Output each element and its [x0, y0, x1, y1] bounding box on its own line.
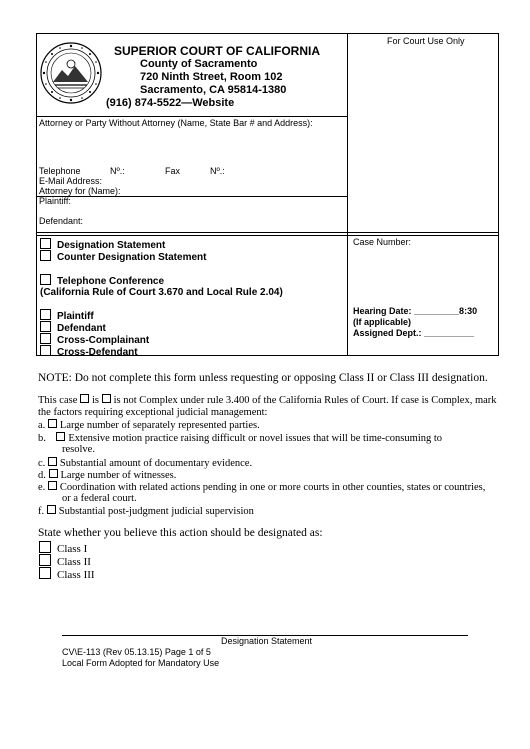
intro-is-not: is not Complex under rule 3.400 of the California Rules of Court. If case is Complex, mark	[113, 395, 497, 406]
class-option-3[interactable]	[39, 567, 95, 581]
attorney-label: Attorney or Party Without Attorney (Name, State Bar # and Address):	[39, 118, 313, 128]
class-label: Class I	[57, 543, 88, 555]
complex-is-checkbox[interactable]	[80, 394, 89, 403]
role-label-defendant: Defendant	[57, 323, 106, 334]
attorney-for-label: Attorney for (Name):	[39, 186, 121, 196]
cross-complainant-checkbox[interactable]	[40, 333, 51, 344]
factor-e-continued: or a federal court.	[62, 493, 137, 504]
intro-this-case: This case	[38, 395, 78, 406]
factor-letter: b.	[38, 433, 46, 444]
factor-text: Large number of witnesses.	[60, 470, 177, 481]
telephone-conference-option[interactable]	[40, 274, 164, 287]
telephone-conference-label: Telephone Conference	[57, 276, 165, 287]
court-phone-website: (916) 874-5522—Website	[106, 97, 235, 109]
if-applicable-label: (If applicable)	[353, 317, 412, 327]
factor-letter: a.	[38, 420, 46, 431]
note-text: NOTE: Do not complete this form unless requesting or opposing Class II or Class III designation.	[38, 372, 488, 384]
factor-b	[38, 432, 442, 446]
role-label-plaintiff: Plaintiff	[57, 311, 94, 322]
class-1-checkbox[interactable]	[39, 541, 51, 553]
factor-b-checkbox[interactable]	[56, 432, 65, 441]
footer-title: Designation Statement	[221, 636, 313, 646]
designation-statement-checkbox[interactable]	[40, 238, 51, 249]
factor-f	[38, 505, 254, 519]
factor-letter: f.	[38, 506, 45, 517]
defendant-label: Defendant:	[39, 216, 84, 226]
factor-text: Substantial amount of documentary evidence.	[59, 458, 253, 469]
factor-e-checkbox[interactable]	[48, 481, 57, 490]
telephone-number-label: Nº.:	[110, 166, 125, 176]
factor-a	[38, 419, 260, 433]
court-county: County of Sacramento	[140, 58, 258, 70]
factor-text: Substantial post-judgment judicial supervision	[58, 506, 254, 517]
court-address-line-1: 720 Ninth Street, Room 102	[140, 71, 283, 83]
footer-form-id: CV\E-113 (Rev 05.13.15) Page 1 of 5	[62, 647, 211, 657]
telephone-label: Telephone	[39, 166, 81, 176]
factor-letter: e.	[38, 482, 46, 493]
class-label: Class II	[57, 556, 91, 568]
class-3-checkbox[interactable]	[39, 567, 51, 579]
court-address-line-2: Sacramento, CA 95814-1380	[140, 84, 287, 96]
factor-letter: c.	[38, 458, 46, 469]
class-2-checkbox[interactable]	[39, 554, 51, 566]
designation-statement-label: Designation Statement	[57, 240, 166, 251]
class-label: Class III	[57, 569, 95, 581]
attorney-divider	[36, 196, 348, 197]
factor-f-checkbox[interactable]	[47, 505, 56, 514]
factor-a-checkbox[interactable]	[48, 419, 57, 428]
complex-statement	[38, 394, 497, 408]
plaintiff-checkbox[interactable]	[40, 309, 51, 320]
class-option-2[interactable]	[39, 554, 91, 568]
case-number-label: Case Number:	[353, 237, 412, 247]
intro-line-2: the factors requiring exceptional judicial management:	[38, 407, 268, 418]
telephone-conference-checkbox[interactable]	[40, 274, 51, 285]
class-option-1[interactable]	[39, 541, 87, 555]
factor-d-checkbox[interactable]	[49, 469, 58, 478]
factor-b-continued: resolve.	[62, 444, 95, 455]
email-label: E-Mail Address:	[39, 176, 103, 186]
defendant-checkbox[interactable]	[40, 321, 51, 332]
assigned-dept-label: Assigned Dept.: __________	[353, 328, 475, 338]
complex-is-not-checkbox[interactable]	[102, 394, 111, 403]
counter-designation-label: Counter Designation Statement	[57, 252, 207, 263]
plaintiff-label: Plaintiff:	[39, 196, 71, 206]
role-label-cross-defendant: Cross-Defendant	[57, 347, 138, 358]
state-prompt: State whether you believe this action should be designated as:	[38, 527, 323, 539]
caption-divider-vertical	[347, 33, 348, 356]
court-title: SUPERIOR COURT OF CALIFORNIA	[114, 44, 320, 58]
header-divider	[36, 116, 348, 117]
factor-letter: d.	[38, 470, 46, 481]
counter-designation-checkbox[interactable]	[40, 250, 51, 261]
role-label-cross-complainant: Cross-Complainant	[57, 335, 150, 346]
counter-designation-option[interactable]	[40, 250, 206, 263]
intro-is: is	[92, 395, 100, 406]
fax-number-label: Nº.:	[210, 166, 225, 176]
parties-divider	[36, 232, 499, 233]
factor-text: Extensive motion practice raising difficult or novel issues that will be time-consuming to	[68, 433, 443, 444]
court-seal-icon	[40, 42, 102, 104]
cross-defendant-checkbox[interactable]	[40, 345, 51, 356]
factor-text: Large number of separately represented parties.	[59, 420, 260, 431]
rule-reference: (California Rule of Court 3.670 and Local Rule 2.04)	[40, 287, 283, 298]
factor-text: Coordination with related actions pending in one or more courts in other counties, states or countries,	[59, 482, 486, 493]
court-use-only-label: For Court Use Only	[387, 36, 465, 46]
hearing-date-label: Hearing Date: _________8:30	[353, 306, 478, 316]
footer-adopted: Local Form Adopted for Mandatory Use	[62, 658, 220, 668]
fax-label: Fax	[165, 166, 181, 176]
role-option-cross-defendant[interactable]	[40, 345, 138, 358]
parties-divider-2	[36, 235, 499, 236]
factor-c-checkbox[interactable]	[48, 457, 57, 466]
